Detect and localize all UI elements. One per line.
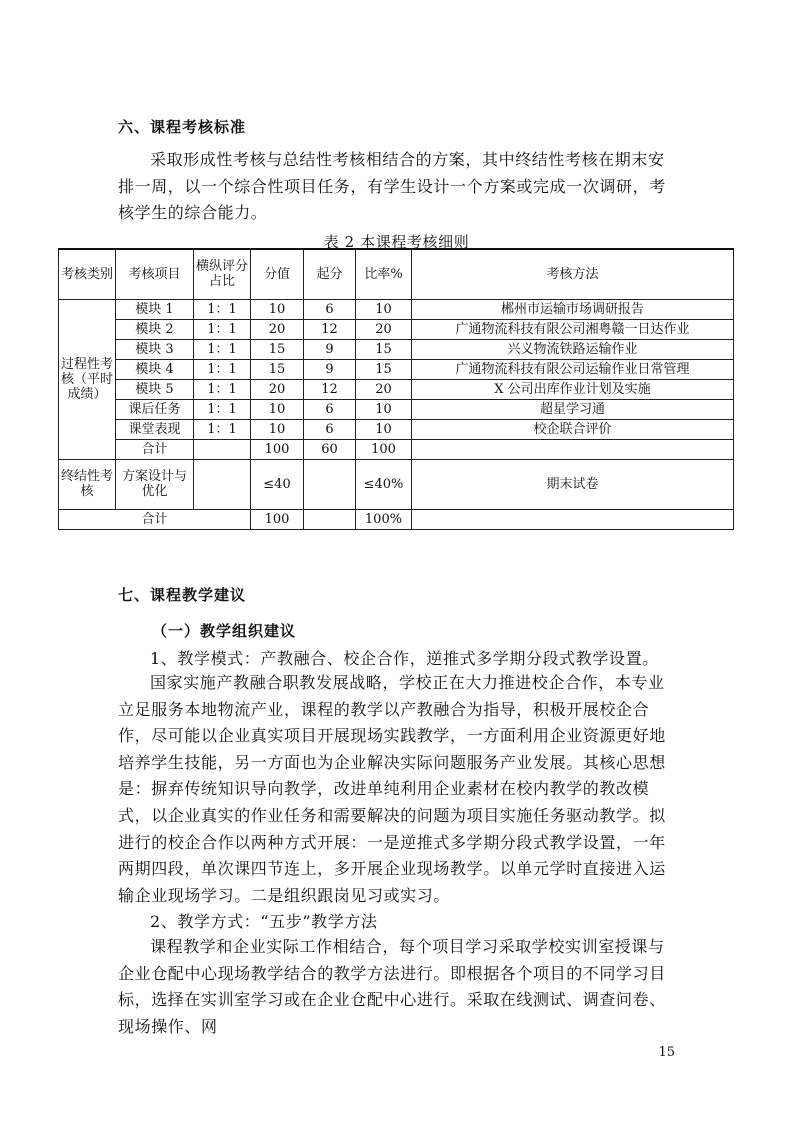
row-rate: 20	[356, 319, 412, 339]
row-item: 模块 4	[116, 359, 194, 379]
row-ratio: 1：1	[194, 319, 251, 339]
row-score: 20	[251, 379, 304, 399]
row-method: 郴州市运输市场调研报告	[412, 299, 734, 319]
row-score: 10	[251, 299, 304, 319]
final-score: ≤40	[251, 459, 304, 509]
teaching-method-paragraph: 课程教学和企业实际工作相结合，每个项目学习采取学校实训室授课与企业仓配中心现场教学结合的教学方法进行。即根据各个项目的不同学习目标，选择在实训室学习或在企业仓配中心进行。采取在线测试、调查问卷、现场操作、网	[118, 937, 666, 1036]
row-item: 模块 3	[116, 339, 194, 359]
table-row	[59, 419, 734, 439]
header-rate: 比率%	[356, 249, 412, 299]
row-method: 校企联合评价	[412, 419, 734, 439]
row-method: 兴义物流铁路运输作业	[412, 339, 734, 359]
table-row	[59, 299, 734, 319]
row-score: 10	[251, 399, 304, 419]
row-item: 模块 2	[116, 319, 194, 339]
final-start	[304, 459, 356, 509]
row-method: 超星学习通	[412, 399, 734, 419]
table-row	[59, 379, 734, 399]
row-item: 课后任务	[116, 399, 194, 419]
final-rate: ≤40%	[356, 459, 412, 509]
row-start: 6	[304, 299, 356, 319]
total-start	[304, 509, 356, 529]
row-start: 6	[304, 419, 356, 439]
total-method	[412, 509, 734, 529]
table-caption: 表 2 本课程考核细则	[323, 233, 470, 251]
process-category-cell: 过程性考核（平时成绩）	[59, 299, 116, 459]
table-row	[59, 339, 734, 359]
row-rate: 20	[356, 379, 412, 399]
table-header-row	[59, 249, 734, 299]
final-row	[59, 459, 734, 509]
section-7-title: 七、课程教学建议	[118, 586, 247, 604]
page-number: 15	[658, 1045, 675, 1060]
header-start: 起分	[304, 249, 356, 299]
teaching-mode-paragraph: 国家实施产教融合职教发展战略，学校正在大力推进校企合作，本专业立足服务本地物流产业，课程的教学以产教融合为指导，积极开展校企合作，尽可能以企业真实项目开展现场实践教学，一方面利用企业资源更好地培养学生技能，另一方面也为企业解决实际问题服务产业发展。其核心思想是：摒弃传统知识导向教学，改进单纯利用企业素材在校内教学的教改模式，以企业真实的作业任务和需要解决的问题为项目实施任务驱动教学。拟进行的校企合作以两种方式开展：一是逆推式多学期分段式教学设置，一年两期四段，单次课四节连上，多开展企业现场教学。以单元学时直接进入运输企业现场学习。二是组织跟岗见习或实习。	[118, 673, 666, 905]
row-rate: 15	[356, 339, 412, 359]
subtotal-score: 100	[251, 439, 304, 459]
total-label: 合计	[59, 509, 251, 529]
total-score: 100	[251, 509, 304, 529]
row-start: 6	[304, 399, 356, 419]
row-start: 9	[304, 359, 356, 379]
row-ratio: 1：1	[194, 419, 251, 439]
row-rate: 10	[356, 399, 412, 419]
row-item: 模块 5	[116, 379, 194, 399]
row-score: 15	[251, 359, 304, 379]
row-method: 广通物流科技有限公司湘粤赣一日达作业	[412, 319, 734, 339]
process-subtotal-row	[59, 439, 734, 459]
header-item: 考核项目	[116, 249, 194, 299]
row-ratio: 1：1	[194, 339, 251, 359]
subtotal-rate: 100	[356, 439, 412, 459]
subtotal-ratio	[194, 439, 251, 459]
subtotal-method	[412, 439, 734, 459]
row-ratio: 1：1	[194, 359, 251, 379]
teaching-mode-item: 1、教学模式：产教融合、校企合作，逆推式多学期分段式教学设置。	[150, 649, 659, 668]
row-ratio: 1：1	[194, 399, 251, 419]
header-score: 分值	[251, 249, 304, 299]
header-ratio: 横纵评分占比	[194, 249, 251, 299]
row-ratio: 1：1	[194, 299, 251, 319]
final-category-cell: 终结性考核	[59, 459, 116, 509]
table-row	[59, 359, 734, 379]
assessment-table	[58, 248, 734, 530]
table-row	[59, 319, 734, 339]
final-method: 期末试卷	[412, 459, 734, 509]
subtotal-start: 60	[304, 439, 356, 459]
row-rate: 10	[356, 299, 412, 319]
row-item: 课堂表现	[116, 419, 194, 439]
row-score: 15	[251, 339, 304, 359]
table-row	[59, 399, 734, 419]
row-method: 广通物流科技有限公司运输作业日常管理	[412, 359, 734, 379]
row-rate: 15	[356, 359, 412, 379]
header-category: 考核类别	[59, 249, 116, 299]
section-6-title: 六、课程考核标准	[118, 118, 247, 136]
header-method: 考核方法	[412, 249, 734, 299]
row-start: 12	[304, 379, 356, 399]
subsection-1-title: （一）教学组织建议	[152, 622, 297, 640]
section-6-paragraph: 采取形成性考核与总结性考核相结合的方案，其中终结性考核在期末安排一周，以一个综合性项目任务，有学生设计一个方案或完成一次调研，考核学生的综合能力。	[118, 150, 666, 223]
row-start: 9	[304, 339, 356, 359]
row-item: 模块 1	[116, 299, 194, 319]
subtotal-label: 合计	[116, 439, 194, 459]
total-row	[59, 509, 734, 529]
total-rate: 100%	[356, 509, 412, 529]
row-method: X 公司出库作业计划及实施	[412, 379, 734, 399]
row-ratio: 1：1	[194, 379, 251, 399]
row-score: 20	[251, 319, 304, 339]
final-item: 方案设计与优化	[116, 459, 194, 509]
teaching-method-item: 2、教学方式：“五步”教学方法	[150, 912, 378, 931]
row-score: 10	[251, 419, 304, 439]
row-start: 12	[304, 319, 356, 339]
final-ratio	[194, 459, 251, 509]
row-rate: 10	[356, 419, 412, 439]
